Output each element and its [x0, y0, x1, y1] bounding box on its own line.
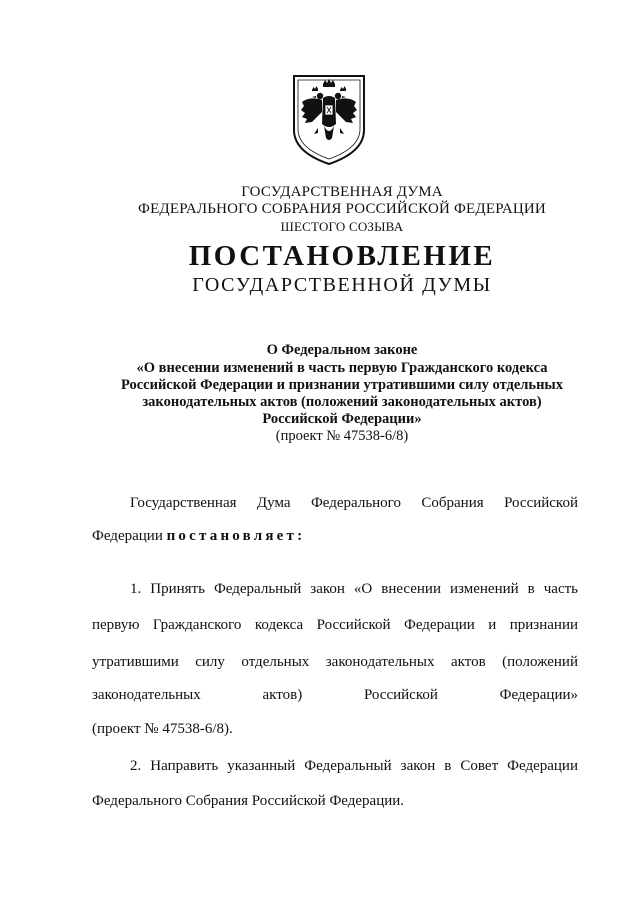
coat-of-arms-emblem [290, 72, 368, 168]
subject-line1: О Федеральном законе [266, 342, 418, 358]
convocation-line: ШЕСТОГО СОЗЫВА [280, 219, 404, 234]
item1-line1: 1. Принять Федеральный закон «О внесении изменений в часть [130, 581, 578, 597]
bill-number: (проект № 47538-6/8) [275, 428, 409, 444]
org-name-line1: ГОСУДАРСТВЕННАЯ ДУМА [241, 184, 443, 200]
item2-line2: Федерального Собрания Российской Федерации. [92, 793, 405, 809]
item1-line5: (проект № 47538-6/8). [92, 721, 233, 737]
item1-line4: законодательных актов) Российской Федерации» [92, 687, 578, 703]
subject-line5: Российской Федерации» [262, 411, 422, 427]
item2-line1: 2. Направить указанный Федеральный закон в Совет Федерации [130, 758, 578, 774]
subject-line4: законодательных актов (положений законодательных актов) [142, 394, 542, 410]
org-name-line2: ФЕДЕРАЛЬНОГО СОБРАНИЯ РОССИЙСКОЙ ФЕДЕРАЦИИ [138, 201, 546, 217]
preamble-line1: Государственная Дума Федерального Собрания Российской [130, 495, 578, 511]
document-title: ПОСТАНОВЛЕНИЕ [188, 240, 496, 272]
item1-line2: первую Гражданского кодекса Российской Федерации и признании [92, 617, 578, 633]
subject-line2: «О внесении изменений в часть первую Гражданского кодекса [136, 360, 548, 376]
document-subtitle: ГОСУДАРСТВЕННОЙ ДУМЫ [192, 274, 492, 296]
item1-line3: утратившими силу отдельных законодательных актов (положений [92, 654, 578, 670]
preamble-line2-text: Федерации [92, 528, 167, 544]
resolves-word: постановляет: [166, 528, 306, 544]
preamble-line2 [92, 527, 578, 545]
subject-line3: Российской Федерации и признании утратившими силу отдельных [120, 377, 564, 393]
